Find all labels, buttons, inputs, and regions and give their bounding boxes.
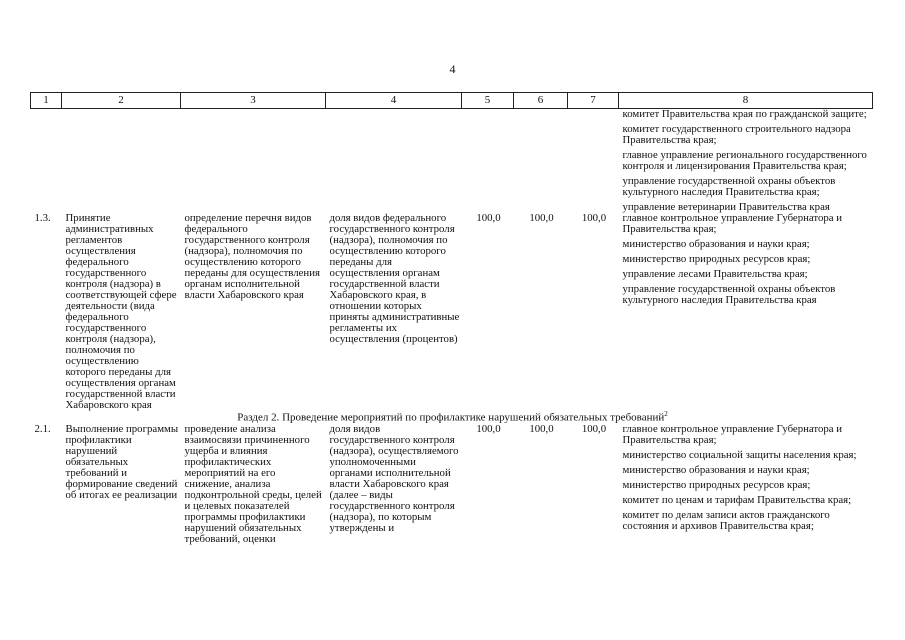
column-header: 8 bbox=[619, 93, 873, 109]
column-header: 2 bbox=[62, 93, 181, 109]
expected-result: проведение анализа взаимосвязи причиненного ущерба и влияния профилактических мероприятий на его снижение, анализа подконтрольной среды, целей и целевых показателей программы профилактики нарушений обязательных требований, оценки bbox=[184, 422, 322, 545]
value-year-2: 100,0 bbox=[529, 212, 554, 224]
responsible-organ: главное управление регионального государственного контроля и лицензирования Правительства края; bbox=[622, 149, 867, 172]
table-row bbox=[31, 424, 873, 545]
value-year-3: 100,0 bbox=[581, 212, 607, 224]
table-row bbox=[31, 213, 873, 411]
responsible-organ: министерство образования и науки края; bbox=[622, 463, 810, 476]
responsible-organ: комитет по делам записи актов гражданского состояния и архивов Правительства края; bbox=[622, 508, 830, 532]
value-year-1: 100,0 bbox=[476, 212, 501, 224]
column-header: 7 bbox=[568, 93, 619, 109]
responsible-organ: министерство природных ресурсов края; bbox=[622, 478, 811, 491]
row-number: 1.3. bbox=[34, 212, 51, 224]
value-year-3: 100,0 bbox=[581, 422, 607, 435]
row-number: 2.1. bbox=[34, 422, 51, 435]
column-header: 5 bbox=[462, 93, 514, 109]
column-header: 4 bbox=[326, 93, 462, 109]
responsibles-cell bbox=[619, 109, 873, 214]
value-year-1: 100,0 bbox=[476, 422, 501, 435]
column-header: 3 bbox=[181, 93, 326, 109]
column-header: 1 bbox=[31, 93, 62, 109]
responsibles-cell bbox=[619, 424, 873, 545]
measure-name: Принятие административных регламентов осуществления федерального государственного контроля (надзора) в соответствующей сфере деятельности (вида федерального государственного контроля (надзора), полномочия по осуществлению которого переданы для осуществления органам государственной власти Хабаровского края bbox=[65, 212, 177, 411]
section-title: Раздел 2. Проведение мероприятий по профилактике нарушений обязательных требований bbox=[237, 411, 665, 424]
responsible-organ: главное контрольное управление Губернатора и Правительства края; bbox=[622, 212, 843, 235]
expected-result: определение перечня видов федерального государственного контроля (надзора), полномочия по осуществлению которого переданы для осуществления органам исполнительной власти Хабаровского края bbox=[184, 212, 320, 301]
section-heading-row bbox=[31, 411, 873, 424]
section-heading bbox=[31, 411, 873, 424]
responsible-organ: министерство образования и науки края; bbox=[622, 238, 810, 250]
footnote-marker: 2 bbox=[664, 410, 668, 418]
indicator: доля видов федерального государственного контроля (надзора), полномочия по осуществлению которого переданы для осуществления органам государственной власти Хабаровского края, в отношении которых приняты административные регламенты их осуществления (процентов) bbox=[329, 212, 460, 345]
column-number-header-row bbox=[31, 93, 873, 109]
indicator: доля видов государственного контроля (надзора), осуществляемого уполномоченными органами исполнительной власти Хабаровского края (далее – виды государственного контроля (надзора), по которым утверждены и bbox=[329, 422, 459, 534]
responsible-organ: министерство природных ресурсов края; bbox=[622, 253, 811, 265]
responsible-organ: комитет Правительства края по гражданской защите; bbox=[622, 108, 867, 120]
table-row-continuation bbox=[31, 109, 873, 214]
responsible-organ: комитет по ценам и тарифам Правительства края; bbox=[622, 493, 852, 506]
responsible-organ: управление государственной охраны объектов культурного наследия Правительства края bbox=[622, 283, 836, 306]
measures-table bbox=[30, 92, 873, 545]
responsible-organ: главное контрольное управление Губернатора и Правительства края; bbox=[622, 422, 843, 446]
measure-name: Выполнение программы профилактики нарушений обязательных требований и формирование сведений об итогах ее реализации bbox=[65, 422, 179, 501]
responsibles-cell bbox=[619, 213, 873, 411]
column-header: 6 bbox=[514, 93, 568, 109]
value-year-2: 100,0 bbox=[529, 422, 554, 435]
responsible-organ: министерство социальной защиты населения края; bbox=[622, 448, 857, 461]
responsible-organ: управление ветеринарии Правительства края bbox=[622, 201, 830, 213]
page-number: 4 bbox=[449, 62, 456, 76]
responsible-organ: комитет государственного строительного надзора Правительства края; bbox=[622, 123, 851, 146]
responsible-organ: управление государственной охраны объектов культурного наследия Правительства края; bbox=[622, 175, 836, 198]
responsible-organ: управление лесами Правительства края; bbox=[622, 268, 808, 280]
